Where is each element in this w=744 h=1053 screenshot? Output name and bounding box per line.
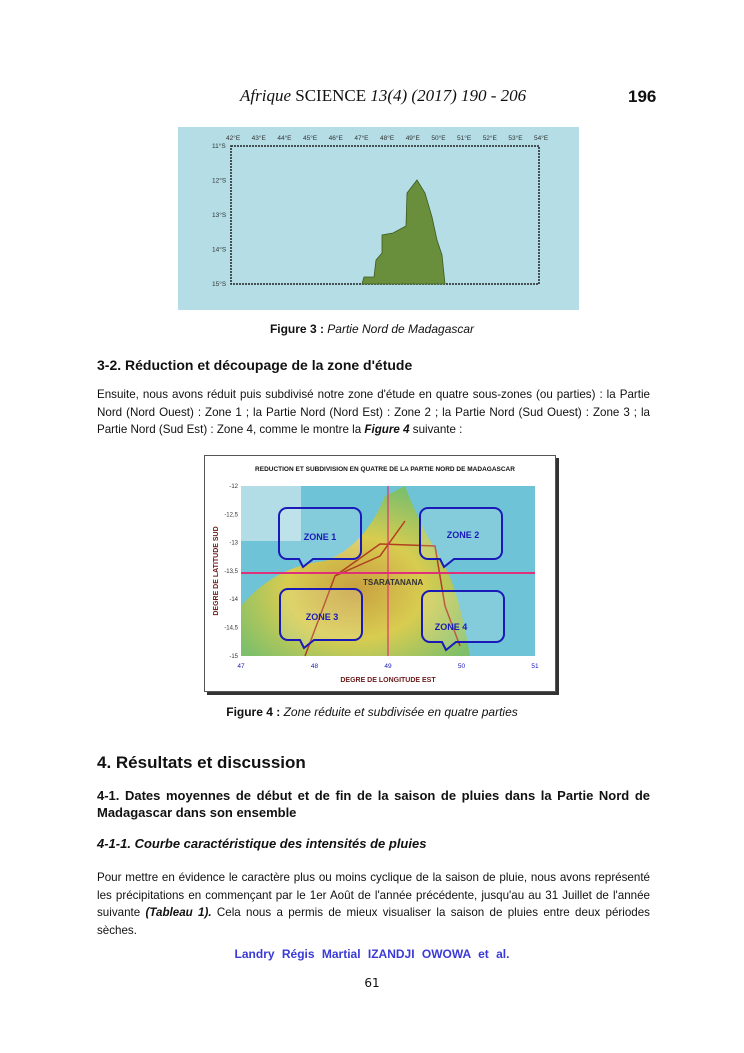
subsubsection-heading-4-1-1: 4-1-1. Courbe caractéristique des intensités de pluies (97, 836, 427, 851)
x-tick-label: 48 (310, 663, 319, 670)
x-axis-label: DEGRE DE LONGITUDE EST (340, 677, 436, 684)
paragraph-3-2 (97, 386, 650, 439)
map-label: TSARATANANA (363, 578, 424, 587)
zone-1-label: ZONE 1 (303, 532, 337, 542)
zone-2-label: ZONE 2 (446, 530, 480, 540)
y-tick-label: 13°S (212, 212, 227, 219)
x-tick-label: 54°E (534, 135, 549, 142)
heading-text: 4-1. Dates moyennes de début et de fin de la saison de pluies dans la Partie Nord de Madagascar dans son ensemble (97, 788, 650, 820)
para-text: suivante : (412, 423, 463, 436)
page-number: 196 (628, 87, 657, 106)
journal-name: SCIENCE (295, 86, 367, 105)
zone-3-label: ZONE 3 (305, 612, 339, 622)
x-tick-label: 49°E (405, 135, 420, 142)
caption-text: Partie Nord de Madagascar (327, 322, 475, 336)
footer-page-number: 61 (364, 976, 380, 990)
y-tick-label: -15 (229, 653, 238, 660)
subsection-heading-4-1 (97, 787, 650, 821)
y-tick-label: -13,5 (224, 568, 238, 575)
x-tick-label: 51°E (457, 135, 472, 142)
paragraph-4-1-1 (97, 869, 650, 939)
y-tick-label: -14,5 (224, 625, 238, 632)
x-tick-label: 50 (457, 663, 466, 670)
caption-label: Figure 3 : (269, 322, 324, 336)
x-tick-label: 49 (384, 663, 392, 670)
zone-4-callout (422, 591, 504, 650)
x-tick-label: 44°E (277, 135, 292, 142)
x-tick-label: 50°E (431, 135, 446, 142)
y-axis-label: DEGRE DE LATITUDE SUD (213, 526, 220, 616)
x-tick-label: 46°E (328, 135, 343, 142)
x-tick-label: 42°E (226, 135, 241, 142)
x-tick-label: 45°E (303, 135, 318, 142)
para-text: Pour mettre en évidence le caractère plus ou moins cyclique de la saison de pluie, nous avons représenté les précipitations en commençant par le 1er Août de l'année précédente, jusqu'au au 31 Juillet de l'année suivante (97, 871, 650, 919)
x-tick-label: 47°E (354, 135, 369, 142)
section-heading-3-2: 3-2. Réduction et découpage de la zone d'étude (97, 357, 413, 373)
y-tick-label: -13 (229, 540, 238, 547)
x-tick-label: 52°E (482, 135, 497, 142)
figure-4-caption (0, 705, 744, 719)
running-header (240, 86, 526, 106)
figure-4-map (204, 455, 556, 692)
journal-issue: 13(4) (2017) 190 - 206 (370, 86, 527, 105)
x-tick-label: 43°E (251, 135, 266, 142)
zone-4-label: ZONE 4 (434, 622, 468, 632)
x-tick-label: 53°E (508, 135, 523, 142)
x-tick-label: 48°E (380, 135, 395, 142)
figure-3-map (178, 127, 579, 310)
journal-italic: Afrique (240, 86, 291, 105)
x-tick-label: 51 (531, 663, 539, 670)
x-tick-label: 47 (237, 663, 245, 670)
para-text: Cela nous a permis de mieux visualiser la saison de pluies entre deux périodes sèches. (97, 906, 650, 937)
section-heading-4: 4. Résultats et discussion (97, 753, 306, 772)
para-text: Ensuite, nous avons réduit puis subdivisé notre zone d'étude en quatre sous-zones (ou parties) : la Partie Nord (Nord Ouest) : Zone 1 ; la Partie Nord (Nord Est) : Zone 2 ; la Partie Nord (Sud Ouest) : Zone 3 ; la Partie Nord (Sud Est) : Zone 4, comme le montre la (97, 388, 650, 436)
footer-authors: Landry Régis Martial IZANDJI OWOWA et al. (234, 947, 510, 961)
figure-ref: Figure 4 (364, 423, 410, 436)
y-tick-label: -12,5 (224, 512, 238, 519)
y-tick-label: 12°S (212, 177, 227, 185)
figure-3-caption (0, 322, 744, 336)
y-tick-label: 11°S (212, 143, 226, 150)
y-tick-label: 15°S (212, 281, 227, 288)
caption-text: Zone réduite et subdivisée en quatre parties (283, 705, 518, 719)
y-tick-label: -14 (229, 597, 238, 604)
y-tick-label: 14°S (212, 246, 227, 254)
table-ref: (Tableau 1). (145, 906, 212, 919)
caption-label: Figure 4 : (226, 705, 281, 719)
y-tick-label: -12 (229, 484, 238, 490)
map-title: REDUCTION ET SUBDIVISION EN QUATRE DE LA PARTIE NORD DE MADAGASCAR (255, 466, 515, 473)
